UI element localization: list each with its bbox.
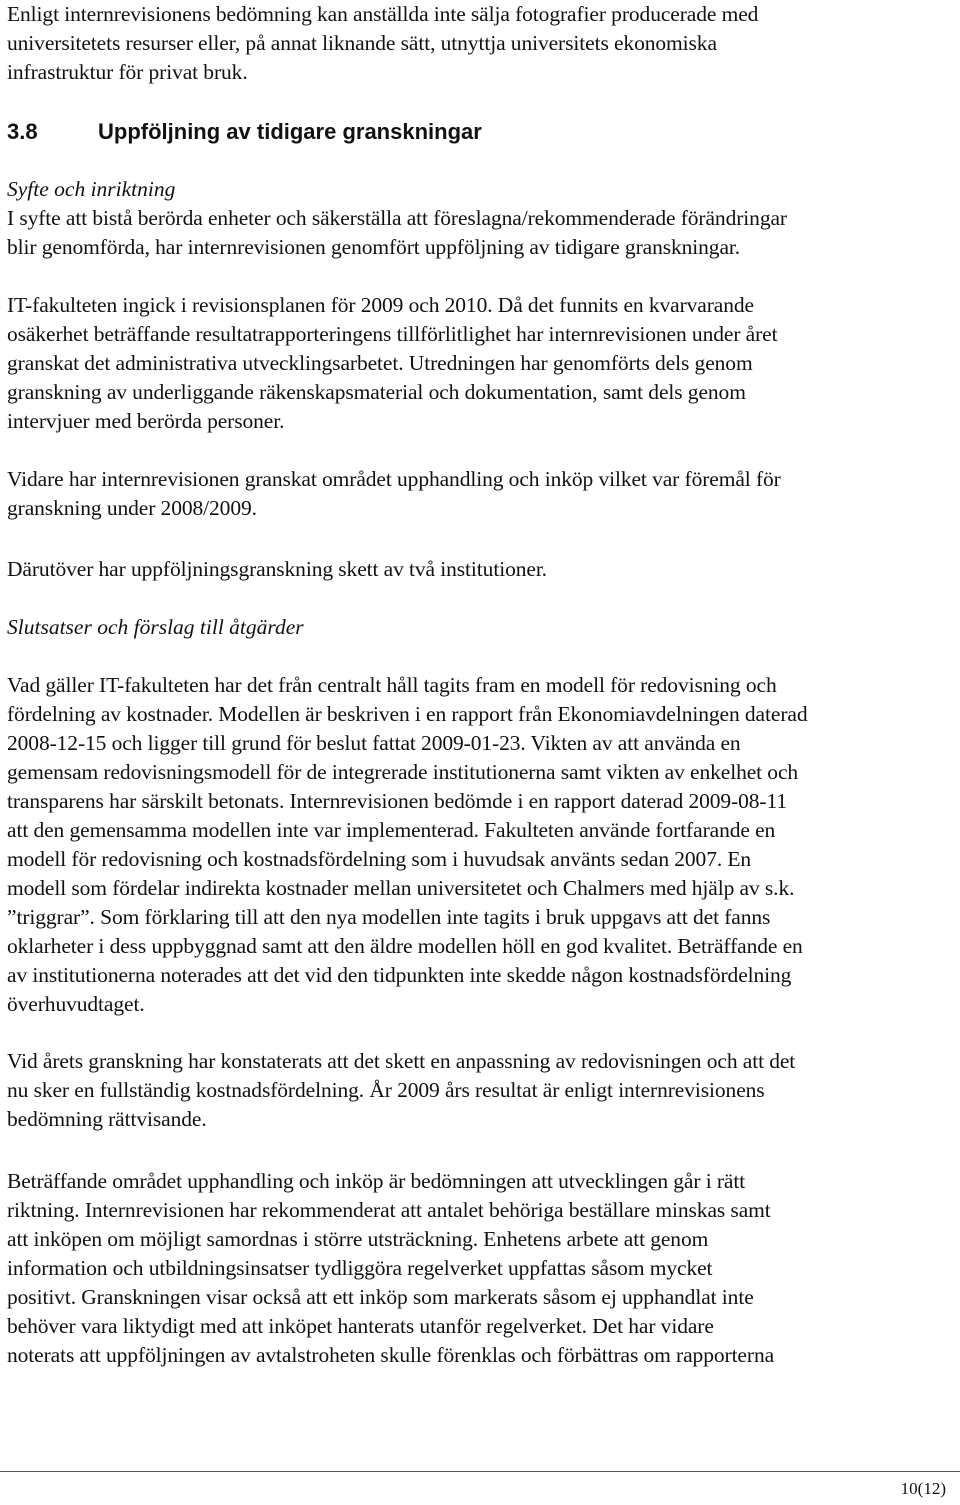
text-line: ”triggrar”. Som förklaring till att den nya modellen inte tagits i bruk uppgavs att det fanns (7, 905, 771, 929)
text-line: att den gemensamma modellen inte var implementerad. Fakulteten använde fortfarande en (7, 818, 776, 842)
text-line: Vad gäller IT-fakulteten har det från centralt håll tagits fram en modell för redovisning och (7, 673, 777, 697)
text-line: att inköpen om möjligt samordnas i större utsträckning. Enhetens arbete att genom (7, 1227, 709, 1251)
text-line: Därutöver har uppföljningsgranskning skett av två institutioner. (7, 557, 547, 581)
text-line: universitetets resurser eller, på annat liknande sätt, utnyttja universitets ekonomiska (7, 31, 717, 55)
it-faculty-paragraph (7, 291, 777, 436)
text-line: granskning under 2008/2009. (7, 496, 257, 520)
text-line: IT-fakulteten ingick i revisionsplanen för 2009 och 2010. Då det funnits en kvarvarande (7, 293, 754, 317)
intro-paragraph (7, 0, 758, 87)
institutions-paragraph (7, 555, 547, 584)
text-line: Vidare har internrevisionen granskat området upphandling och inköp vilket var föremål för (7, 467, 781, 491)
text-line: noterats att uppföljningen av avtalstroheten skulle förenklas och förbättras om rapporterna (7, 1343, 775, 1367)
text-line: granskning av underliggande räkenskapsmaterial och dokumentation, samt dels genom (7, 380, 746, 404)
text-line: I syfte att bistå berörda enheter och säkerställa att föreslagna/rekommenderade förändringar (7, 206, 787, 230)
text-line: osäkerhet beträffande resultatrapporteringens tillförlitlighet har internrevisionen under året (7, 322, 778, 346)
conclusions-subheading: Slutsatser och förslag till åtgärder (7, 615, 304, 639)
text-line: modell som fördelar indirekta kostnader mellan universitetet och Chalmers med hjälp av s.k. (7, 876, 795, 900)
text-line: 2008-12-15 och ligger till grund för beslut fattat 2009-01-23. Vikten av att använda en (7, 731, 741, 755)
text-line: transparens har särskilt betonats. Internrevisionen bedömde i en rapport daterad 2009-08-11 (7, 789, 787, 813)
text-line: Beträffande området upphandling och inköp är bedömningen att utvecklingen går i rätt (7, 1169, 746, 1193)
text-line: information och utbildningsinsatser tydliggöra regelverket uppfattas såsom mycket (7, 1256, 713, 1280)
text-line: fördelning av kostnader. Modellen är beskriven i en rapport från Ekonomiavdelningen daterad (7, 702, 808, 726)
text-line: granskat det administrativa utvecklingsarbetet. Utredningen har genomförts dels genom (7, 351, 753, 375)
text-line: Enligt internrevisionens bedömning kan anställda inte sälja fotografier producerade med (7, 2, 759, 26)
section-title: Uppföljning av tidigare granskningar (98, 119, 482, 144)
text-line: överhuvudtaget. (7, 992, 145, 1016)
text-line: nu sker en fullständig kostnadsfördelning. År 2009 års resultat är enligt internrevisionens (7, 1078, 765, 1102)
page-number: 10(12) (900, 1479, 946, 1498)
text-line: gemensam redovisningsmodell för de integrerade institutionerna samt vikten av enkelhet och (7, 760, 799, 784)
text-line: bedömning rättvisande. (7, 1107, 207, 1131)
section-heading (7, 117, 482, 146)
text-line: Vid årets granskning har konstaterats att det skett en anpassning av redovisningen och att det (7, 1049, 796, 1073)
purpose-subheading: Syfte och inriktning (7, 177, 176, 201)
text-line: oklarheter i dess uppbyggnad samt att den äldre modellen höll en god kvalitet. Beträffande en (7, 934, 803, 958)
footer-divider (0, 1471, 960, 1472)
text-line: av institutionerna noterades att det vid den tidpunkten inte skedde någon kostnadsfördelning (7, 963, 792, 987)
text-line: behöver vara liktydigt med att inköpet hanterats utanför regelverket. Det har vidare (7, 1314, 714, 1338)
text-line: infrastruktur för privat bruk. (7, 60, 248, 84)
purpose-paragraph (7, 204, 787, 262)
conclusions-paragraph-3 (7, 1167, 774, 1370)
conclusions-paragraph-2 (7, 1047, 795, 1134)
section-number: 3.8 (7, 119, 38, 144)
text-line: modell för redovisning och kostnadsfördelning som i huvudsak använts sedan 2007. En (7, 847, 752, 871)
text-line: intervjuer med berörda personer. (7, 409, 285, 433)
text-line: positivt. Granskningen visar också att ett inköp som markerats såsom ej upphandlat inte (7, 1285, 754, 1309)
procurement-review-paragraph (7, 465, 781, 523)
conclusions-paragraph-1 (7, 671, 807, 1019)
text-line: blir genomförda, har internrevisionen genomfört uppföljning av tidigare granskningar. (7, 235, 741, 259)
text-line: riktning. Internrevisionen har rekommenderat att antalet behöriga beställare minskas samt (7, 1198, 771, 1222)
